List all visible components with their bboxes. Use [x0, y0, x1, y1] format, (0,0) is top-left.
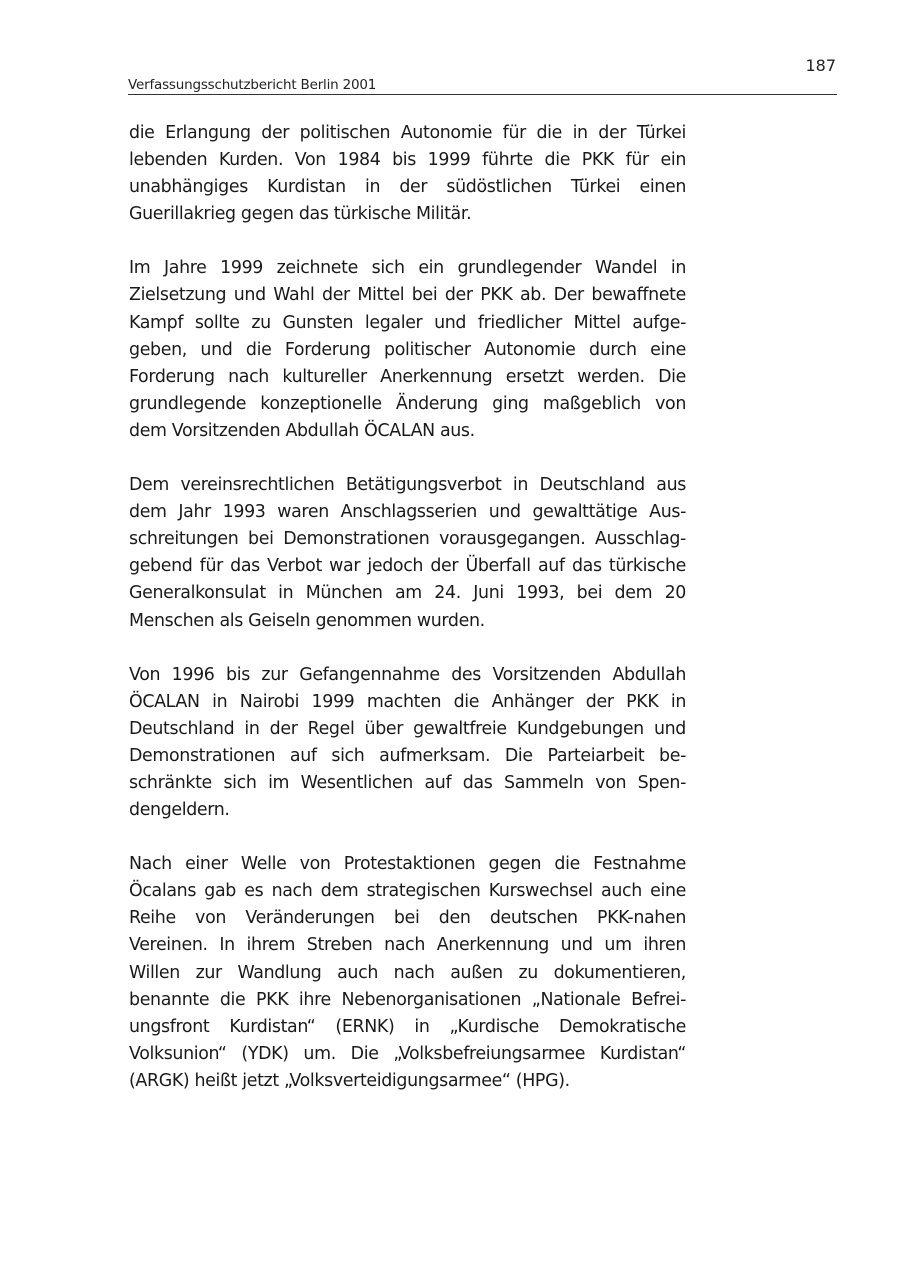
- text-line: Deutschland in der Regel über gewaltfreie Kundgebungen und: [129, 718, 686, 739]
- paragraph-5: [129, 851, 686, 1095]
- paragraph-1: [129, 120, 686, 228]
- text-line: Kampf sollte zu Gunsten legaler und friedlicher Mittel aufge-: [129, 312, 686, 333]
- text-line: Öcalans gab es nach dem strategischen Kurswechsel auch eine: [129, 881, 686, 902]
- text-line: dem Jahr 1993 waren Anschlagsserien und gewalttätige Aus-: [129, 502, 686, 523]
- text-line: grundlegende konzeptionelle Änderung ging maßgeblich von: [129, 393, 686, 414]
- text-line: dengeldern.: [129, 800, 230, 821]
- text-line: Guerillakrieg gegen das türkische Militär.: [129, 204, 472, 225]
- text-line: Forderung nach kultureller Anerkennung ersetzt werden. Die: [129, 366, 686, 387]
- text-line: Nach einer Welle von Protestaktionen gegen die Festnahme: [129, 854, 686, 875]
- text-line: gebend für das Verbot war jedoch der Überfall auf das türkische: [129, 556, 686, 577]
- text-line: Volksunion“ (YDK) um. Die „Volksbefreiungsarmee Kurdistan“: [129, 1043, 686, 1064]
- paragraph-4: [129, 662, 686, 825]
- text-line: (ARGK) heißt jetzt „Volksverteidigungsarmee“ (HPG).: [129, 1070, 570, 1091]
- paragraph-3: [129, 472, 686, 635]
- text-line: unabhängiges Kurdistan in der südöstlichen Türkei einen: [129, 177, 686, 198]
- text-line: ungsfront Kurdistan“ (ERNK) in „Kurdische Demokratische: [129, 1016, 686, 1037]
- text-line: Generalkonsulat in München am 24. Juni 1993, bei dem 20: [129, 583, 686, 604]
- text-line: geben, und die Forderung politischer Autonomie durch eine: [129, 339, 686, 360]
- text-line: die Erlangung der politischen Autonomie für die in der Türkei: [129, 123, 686, 143]
- text-line: Vereinen. In ihrem Streben nach Anerkennung und um ihren: [129, 935, 686, 956]
- text-line: benannte die PKK ihre Nebenorganisationen „Nationale Befrei-: [129, 989, 686, 1010]
- text-line: ÖCALAN in Nairobi 1999 machten die Anhänger der PKK in: [129, 691, 686, 712]
- text-line: Im Jahre 1999 zeichnete sich ein grundlegender Wandel in: [129, 258, 686, 279]
- text-line: lebenden Kurden. Von 1984 bis 1999 führte die PKK für ein: [129, 150, 686, 171]
- paragraph-2: [129, 255, 686, 445]
- text-line: Zielsetzung und Wahl der Mittel bei der PKK ab. Der bewaffnete: [129, 285, 686, 306]
- text-line: schreitungen bei Demonstrationen vorausgegangen. Ausschlag-: [129, 529, 686, 550]
- body-text: [129, 120, 686, 1122]
- text-line: Dem vereinsrechtlichen Betätigungsverbot in Deutschland aus: [129, 475, 686, 496]
- text-line: Demonstrationen auf sich aufmerksam. Die Parteiarbeit be-: [129, 745, 686, 766]
- text-line: Reihe von Veränderungen bei den deutschen PKK-nahen: [129, 908, 686, 929]
- running-header: Verfassungsschutzbericht Berlin 2001: [128, 77, 837, 95]
- text-line: Menschen als Geiseln genommen wurden.: [129, 610, 485, 631]
- text-line: schränkte sich im Wesentlichen auf das Sammeln von Spen-: [129, 772, 686, 793]
- text-line: dem Vorsitzenden Abdullah ÖCALAN aus.: [129, 420, 475, 441]
- page-number: 187: [805, 56, 836, 75]
- text-line: Willen zur Wandlung auch nach außen zu dokumentieren,: [129, 962, 686, 983]
- text-line: Von 1996 bis zur Gefangennahme des Vorsitzenden Abdullah: [129, 664, 686, 685]
